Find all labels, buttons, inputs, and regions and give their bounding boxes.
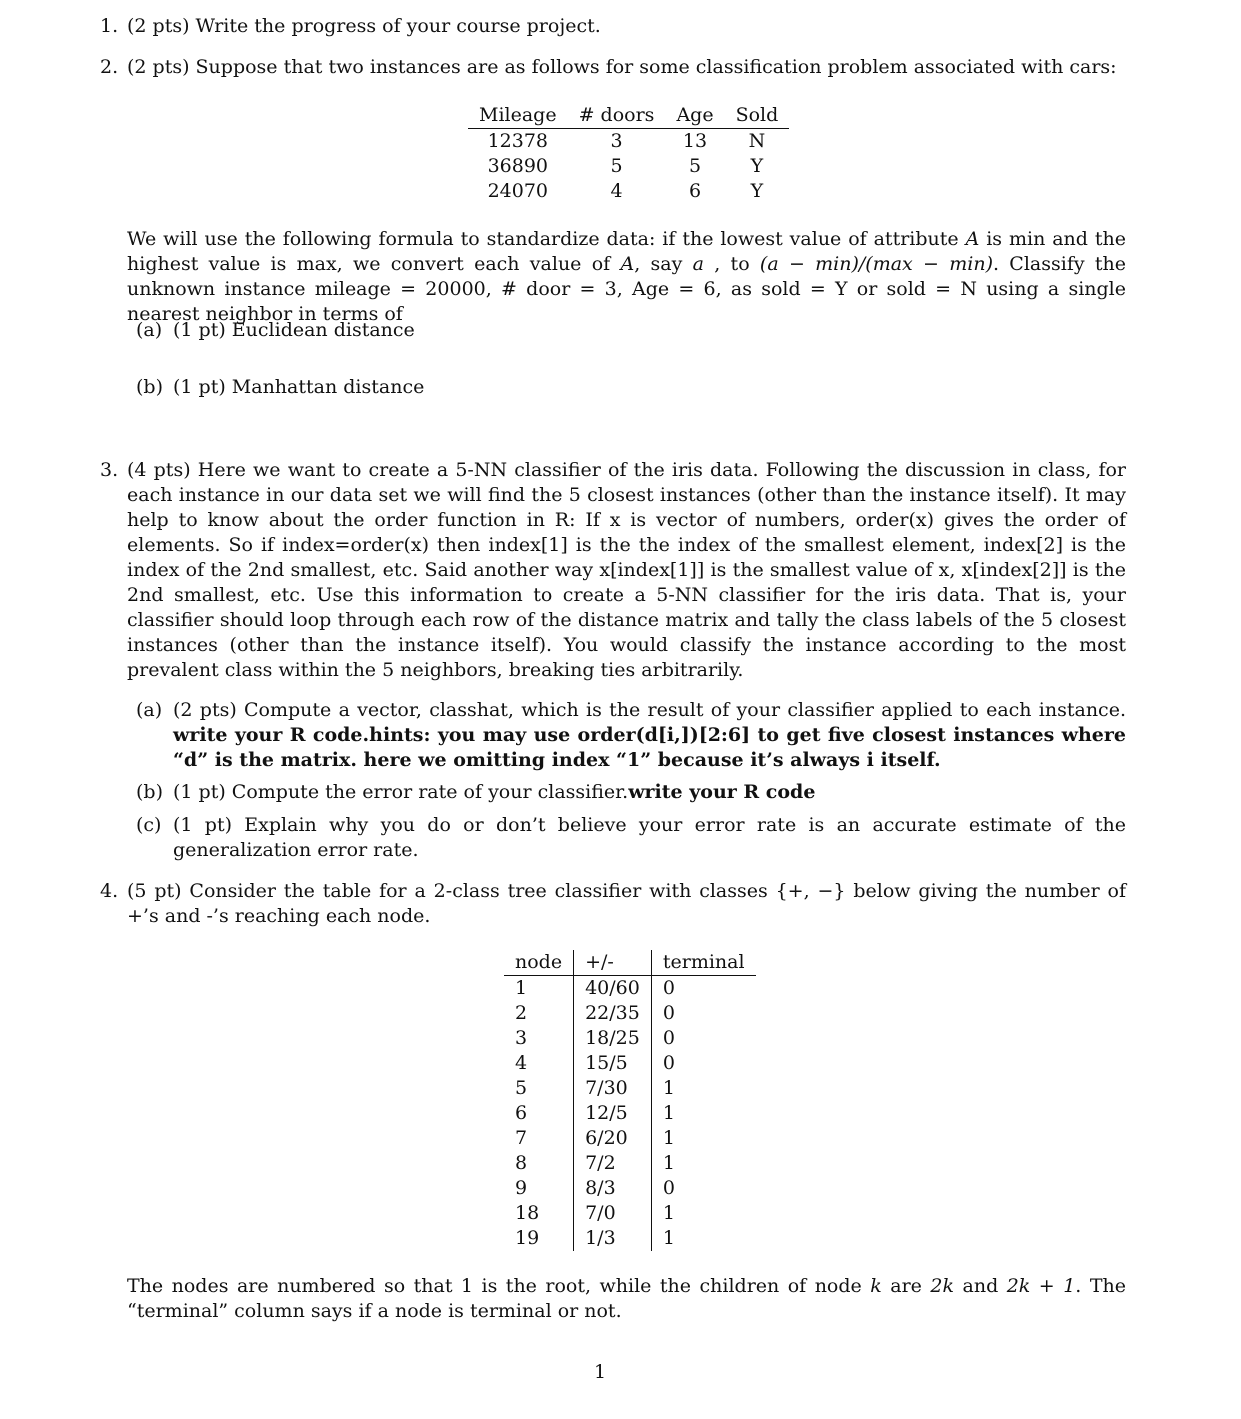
table-row (504, 1201, 756, 1226)
cell: 0 (662, 977, 675, 999)
col-sold: Sold (725, 103, 790, 129)
q1-number: 1. (100, 15, 119, 37)
cell: 1 (662, 1202, 675, 1224)
cell: 36890 (487, 155, 549, 177)
table-row (504, 1051, 756, 1076)
q2b-text: (1 pt) Manhattan distance (173, 376, 425, 398)
cell: 6/20 (574, 1126, 652, 1151)
cell: 24070 (487, 180, 549, 202)
q4-paragraph: The nodes are numbered so that 1 is the root, while the children of node k are 2k and 2k + 1. The “terminal” column says if a node is terminal or not. (127, 1275, 1126, 1322)
cell: Y (750, 180, 764, 202)
table-row (504, 1151, 756, 1176)
cell: 0 (662, 1027, 675, 1049)
q2a-text: (1 pt) Euclidean distance (173, 319, 415, 341)
q2-paragraph: We will use the following formula to standardize data: if the lowest value of attribute A is min and the highest value is max, we convert each value of A, say a , to (a − min)/(max − min). Classify the unknown instance mileage = 20000, # door = 3, Age = 6, as sold = Y or sold = N using a single nearest neighbor in terms of (127, 228, 1126, 325)
col-terminal: terminal (651, 950, 755, 976)
cell: 18 (515, 1202, 540, 1224)
q4-text: (5 pt) Consider the table for a 2-class tree classifier with classes {+, −} below giving the number of +’s and -’s reaching each node. (127, 880, 1126, 927)
cell: 0 (662, 1177, 675, 1199)
table-row (504, 976, 756, 1002)
cell: 1 (515, 977, 528, 999)
cell: 22/35 (574, 1001, 652, 1026)
table-row (504, 1126, 756, 1151)
cars-table-header (468, 103, 789, 129)
table-row (468, 179, 789, 204)
cell: N (748, 130, 766, 152)
page-number: 1 (593, 1361, 607, 1383)
q1-text: (2 pts) Write the progress of your course project. (127, 15, 601, 37)
cell: 7/30 (574, 1076, 652, 1101)
cell: 1 (662, 1127, 675, 1149)
cell: 9 (515, 1177, 528, 1199)
q2-number: 2. (100, 56, 119, 78)
q3a-label: (a) (136, 699, 163, 721)
col-age: Age (665, 103, 724, 129)
table-row (504, 1001, 756, 1026)
table-row (504, 1176, 756, 1201)
q2-text: (2 pts) Suppose that two instances are as follows for some classification problem associated with cars: (127, 56, 1117, 78)
cell: 1 (662, 1077, 675, 1099)
q3-text: (4 pts) Here we want to create a 5-NN classifier of the iris data. Following the discussion in class, for each instance in our data set we will find the 5 closest instances (other than the instance itself). It may help to know about the order function in R: If x is vector of numbers, order(x) gives the order of elements. So if index=order(x) then index[1] is the the index of the smallest element, index[2] is the index of the 2nd smallest, etc. Said another way x[index[1]] is the smallest value of x, x[index[2]] is the 2nd smallest, etc. Use this information to create a 5-NN classifier for the iris data. That is, your classifier should loop through each row of the distance matrix and tally the class labels of the 5 closest instances (other than the instance itself). You would classify the instance according to the most prevalent class within the 5 neighbors, breaking ties arbitrarily. (127, 459, 1126, 681)
cars-table (468, 103, 789, 204)
cell: 7 (515, 1127, 528, 1149)
q3c-label: (c) (136, 814, 162, 836)
table-row (504, 1226, 756, 1251)
cell: 7/2 (574, 1151, 652, 1176)
tree-node-table (504, 950, 756, 1251)
cell: 3 (610, 130, 623, 152)
cell: 8/3 (574, 1176, 652, 1201)
table-row (504, 1026, 756, 1051)
cell: 3 (515, 1027, 528, 1049)
cell: 12/5 (574, 1101, 652, 1126)
table-row (468, 154, 789, 179)
cell: 8 (515, 1152, 528, 1174)
cell: 4 (515, 1052, 528, 1074)
cell: 1 (662, 1227, 675, 1249)
cell: 15/5 (574, 1051, 652, 1076)
q3b-label: (b) (136, 781, 163, 803)
cell: Y (750, 155, 764, 177)
cell: 6 (688, 180, 702, 202)
table-row (468, 129, 789, 155)
tree-table-header (504, 950, 756, 976)
cell: 12378 (487, 130, 549, 152)
q4-number: 4. (100, 880, 119, 902)
cell: 5 (610, 155, 623, 177)
cell: 5 (688, 155, 702, 177)
cell: 0 (662, 1052, 675, 1074)
table-row (504, 1076, 756, 1101)
cell: 18/25 (574, 1026, 652, 1051)
table-row (504, 1101, 756, 1126)
cell: 2 (515, 1002, 528, 1024)
cell: 7/0 (574, 1201, 652, 1226)
q2b-label: (b) (136, 376, 163, 398)
cell: 6 (515, 1102, 528, 1124)
cell: 19 (515, 1227, 540, 1249)
q3b-text: (1 pt) Compute the error rate of your classifier.write your R code (173, 781, 816, 803)
cell: 0 (662, 1002, 675, 1024)
q3-number: 3. (100, 459, 119, 481)
cell: 1 (662, 1102, 675, 1124)
q3c-text: (1 pt) Explain why you do or don’t believe your error rate is an accurate estimate of the generalization error rate. (173, 814, 1126, 861)
tree-table-body (504, 976, 756, 1252)
cell: 1 (662, 1152, 675, 1174)
cell: 40/60 (574, 976, 652, 1002)
col-mileage: Mileage (468, 103, 568, 129)
col-node: node (504, 950, 574, 976)
cell: 5 (515, 1077, 528, 1099)
cell: 4 (610, 180, 623, 202)
cell: 13 (682, 130, 708, 152)
col-doors: # doors (568, 103, 666, 129)
col-plus-minus: +/- (574, 950, 652, 976)
q2a-label: (a) (136, 319, 163, 341)
cell: 1/3 (574, 1226, 652, 1251)
q3a-text: (2 pts) Compute a vector, classhat, which is the result of your classifier applied to each instance. write your R code.hints: you may use order(d[i,])[2:6] to get five closest instances where “d” is the matrix. here we omitting index “1” because it’s always i itself. (173, 699, 1126, 771)
